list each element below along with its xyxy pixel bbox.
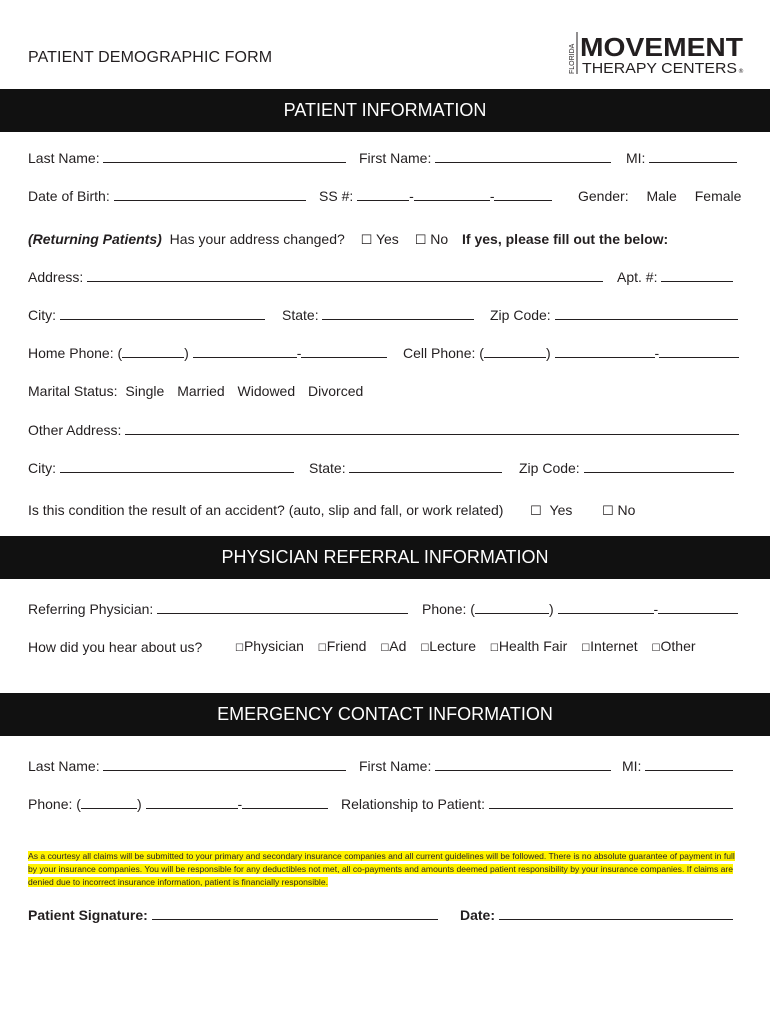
marital-option-divorced[interactable]: Divorced — [308, 383, 364, 399]
gender-male-option[interactable]: Male — [646, 188, 677, 204]
gender-label: Gender: — [578, 188, 629, 204]
city2-row — [28, 460, 294, 476]
emergency-first-name-row — [359, 758, 611, 774]
hear-friend-checkbox[interactable]: ☐ — [317, 643, 327, 654]
physician-phone-prefix-field[interactable] — [558, 613, 654, 614]
hear-ad-label: Ad — [389, 638, 407, 654]
dob-row — [28, 188, 306, 204]
emergency-first-name-field[interactable] — [435, 770, 611, 771]
emergency-mi-row — [622, 758, 733, 774]
zip-row — [490, 307, 738, 323]
movement-therapy-logo — [562, 28, 747, 78]
zip-field[interactable] — [555, 319, 738, 320]
state2-field[interactable] — [349, 472, 502, 473]
hear-physician-checkbox[interactable]: ☐ — [235, 643, 244, 654]
date-label: Date: — [460, 907, 496, 923]
hear-physician-label: Physician — [243, 638, 304, 654]
apt-row — [617, 269, 733, 285]
other-address-field[interactable] — [125, 434, 739, 435]
insurance-disclaimer — [28, 850, 740, 889]
hear-health-fair-checkbox[interactable]: ☐ — [489, 643, 499, 654]
city2-field[interactable] — [60, 472, 294, 473]
marital-option-widowed[interactable]: Widowed — [237, 383, 296, 399]
hear-about-options — [235, 638, 696, 654]
emergency-mi-label: MI: — [622, 758, 642, 774]
accident-yes-checkbox[interactable]: ☐ — [530, 504, 542, 519]
insurance-disclaimer-text: As a courtesy all claims will be submitted to your primary and secondary insurance companies and all current guidelines will be followed. There is no absolute guarantee of payment in full by your insurance companies. You will be responsible for any deductibles not met, all co-payments and amounts deemed patient responsibility by your insurance companies. If claims are denied due to incorrect insurance information, patient is financially responsible. — [28, 851, 735, 887]
city2-label: City: — [28, 460, 56, 476]
city-row — [28, 307, 265, 323]
address-row — [28, 269, 603, 285]
mi-field[interactable] — [649, 162, 737, 163]
accident-no-row — [602, 502, 635, 519]
cell-phone-prefix-field[interactable] — [555, 357, 655, 358]
home-phone-line-field[interactable] — [301, 357, 387, 358]
section-header-emergency: EMERGENCY CONTACT INFORMATION — [0, 693, 770, 736]
signature-field[interactable] — [152, 919, 438, 920]
zip-label: Zip Code: — [490, 307, 551, 323]
home-phone-row: Home Phone: ( ) - — [28, 345, 387, 361]
dob-label: Date of Birth: — [28, 188, 110, 204]
referring-physician-label: Referring Physician: — [28, 601, 154, 617]
cell-phone-label: Cell Phone: ( — [403, 345, 484, 361]
hear-internet-label: Internet — [590, 638, 638, 654]
logo-registered-mark: ® — [738, 68, 744, 75]
last-name-row — [28, 150, 346, 166]
other-address-label: Other Address: — [28, 422, 122, 438]
relationship-field[interactable] — [489, 808, 733, 809]
state-field[interactable] — [322, 319, 474, 320]
emergency-last-name-label: Last Name: — [28, 758, 100, 774]
marital-option-single[interactable]: Single — [125, 383, 165, 399]
hear-ad-checkbox[interactable]: ☐ — [380, 643, 390, 654]
logo-state-text: FLORIDA — [569, 43, 576, 74]
gender-female-option[interactable]: Female — [694, 188, 742, 204]
ssn-field-3[interactable] — [494, 200, 552, 201]
address-changed-question: Has your address changed? — [169, 231, 345, 247]
marital-option-married[interactable]: Married — [177, 383, 225, 399]
hear-internet-checkbox[interactable]: ☐ — [581, 643, 591, 654]
emergency-phone-area-field[interactable] — [81, 808, 137, 809]
mi-label: MI: — [626, 150, 646, 166]
emergency-mi-field[interactable] — [645, 770, 733, 771]
mi-row — [626, 150, 737, 166]
zip2-field[interactable] — [584, 472, 734, 473]
emergency-first-name-label: First Name: — [359, 758, 432, 774]
cell-phone-area-field[interactable] — [484, 357, 546, 358]
address-changed-yes-label: Yes — [375, 231, 399, 247]
returning-patients-label: (Returning Patients) — [28, 231, 162, 247]
logo-line2-text: THERAPY CENTERS — [582, 60, 737, 77]
ssn-field-1[interactable] — [357, 200, 409, 201]
physician-phone-row: Phone: ( ) - — [422, 601, 738, 617]
hear-friend-label: Friend — [326, 638, 367, 654]
city-field[interactable] — [60, 319, 265, 320]
relationship-row — [341, 796, 733, 812]
marital-status-row — [28, 383, 363, 399]
address-changed-no-label: No — [430, 231, 449, 247]
accident-no-checkbox[interactable]: ☐ — [602, 504, 614, 519]
accident-question: Is this condition the result of an accident? (auto, slip and fall, or work related) — [28, 502, 504, 518]
address-field[interactable] — [87, 281, 603, 282]
if-yes-instruction: If yes, please fill out the below: — [462, 231, 669, 247]
apt-label: Apt. #: — [617, 269, 658, 285]
logo-line1-text: MOVEMENT — [580, 32, 744, 62]
physician-phone-area-field[interactable] — [475, 613, 549, 614]
ssn-row: SS #: - - — [319, 188, 552, 204]
first-name-field[interactable] — [435, 162, 611, 163]
zip2-label: Zip Code: — [519, 460, 580, 476]
hear-lecture-label: Lecture — [429, 638, 476, 654]
emergency-phone-prefix-field[interactable] — [146, 808, 238, 809]
marital-status-label: Marital Status: — [28, 383, 118, 399]
signature-label: Patient Signature: — [28, 907, 148, 923]
first-name-row — [359, 150, 611, 166]
section-header-patient: PATIENT INFORMATION — [0, 89, 770, 132]
hear-health-fair-label: Health Fair — [498, 638, 568, 654]
hear-lecture-checkbox[interactable]: ☐ — [420, 643, 430, 654]
city-label: City: — [28, 307, 56, 323]
state-label: State: — [282, 307, 319, 323]
physician-phone-line-field[interactable] — [658, 613, 738, 614]
signature-row — [28, 907, 438, 923]
referring-physician-row — [28, 601, 408, 617]
cell-phone-line-field[interactable] — [659, 357, 739, 358]
ssn-label: SS #: — [319, 188, 354, 204]
accident-no-label: No — [617, 502, 636, 518]
home-phone-label: Home Phone: ( — [28, 345, 123, 361]
last-name-field[interactable] — [103, 162, 346, 163]
hear-about-question: How did you hear about us? — [28, 639, 203, 655]
state2-label: State: — [309, 460, 346, 476]
hear-other-checkbox[interactable]: ☐ — [651, 643, 661, 654]
other-address-row — [28, 422, 739, 438]
referring-physician-field[interactable] — [157, 613, 408, 614]
state2-row — [309, 460, 502, 476]
apt-field[interactable] — [661, 281, 733, 282]
relationship-label: Relationship to Patient: — [341, 796, 485, 812]
form-title: PATIENT DEMOGRAPHIC FORM — [28, 49, 273, 66]
emergency-phone-row: Phone: ( ) - — [28, 796, 328, 812]
dob-field[interactable] — [114, 200, 306, 201]
section-header-physician: PHYSICIAN REFERRAL INFORMATION — [0, 536, 770, 579]
accident-yes-label: Yes — [549, 502, 573, 518]
hear-other-label: Other — [660, 638, 696, 654]
home-phone-prefix-field[interactable] — [193, 357, 297, 358]
emergency-last-name-field[interactable] — [103, 770, 346, 771]
address-changed-yes-checkbox[interactable]: ☐ — [360, 233, 373, 248]
emergency-phone-line-field[interactable] — [242, 808, 328, 809]
gender-row — [578, 188, 741, 204]
date-field[interactable] — [499, 919, 733, 920]
state-row — [282, 307, 474, 323]
home-phone-area-field[interactable] — [122, 357, 184, 358]
physician-phone-label: Phone: ( — [422, 601, 475, 617]
cell-phone-row: Cell Phone: ( ) - — [403, 345, 739, 361]
date-row — [460, 907, 733, 923]
last-name-label: Last Name: — [28, 150, 100, 166]
zip2-row — [519, 460, 734, 476]
ssn-field-2[interactable] — [414, 200, 490, 201]
returning-row — [28, 231, 668, 248]
emergency-last-name-row — [28, 758, 346, 774]
address-label: Address: — [28, 269, 84, 285]
first-name-label: First Name: — [359, 150, 432, 166]
address-changed-no-checkbox[interactable]: ☐ — [414, 233, 427, 248]
accident-yes-row — [530, 502, 572, 519]
emergency-phone-label: Phone: ( — [28, 796, 81, 812]
